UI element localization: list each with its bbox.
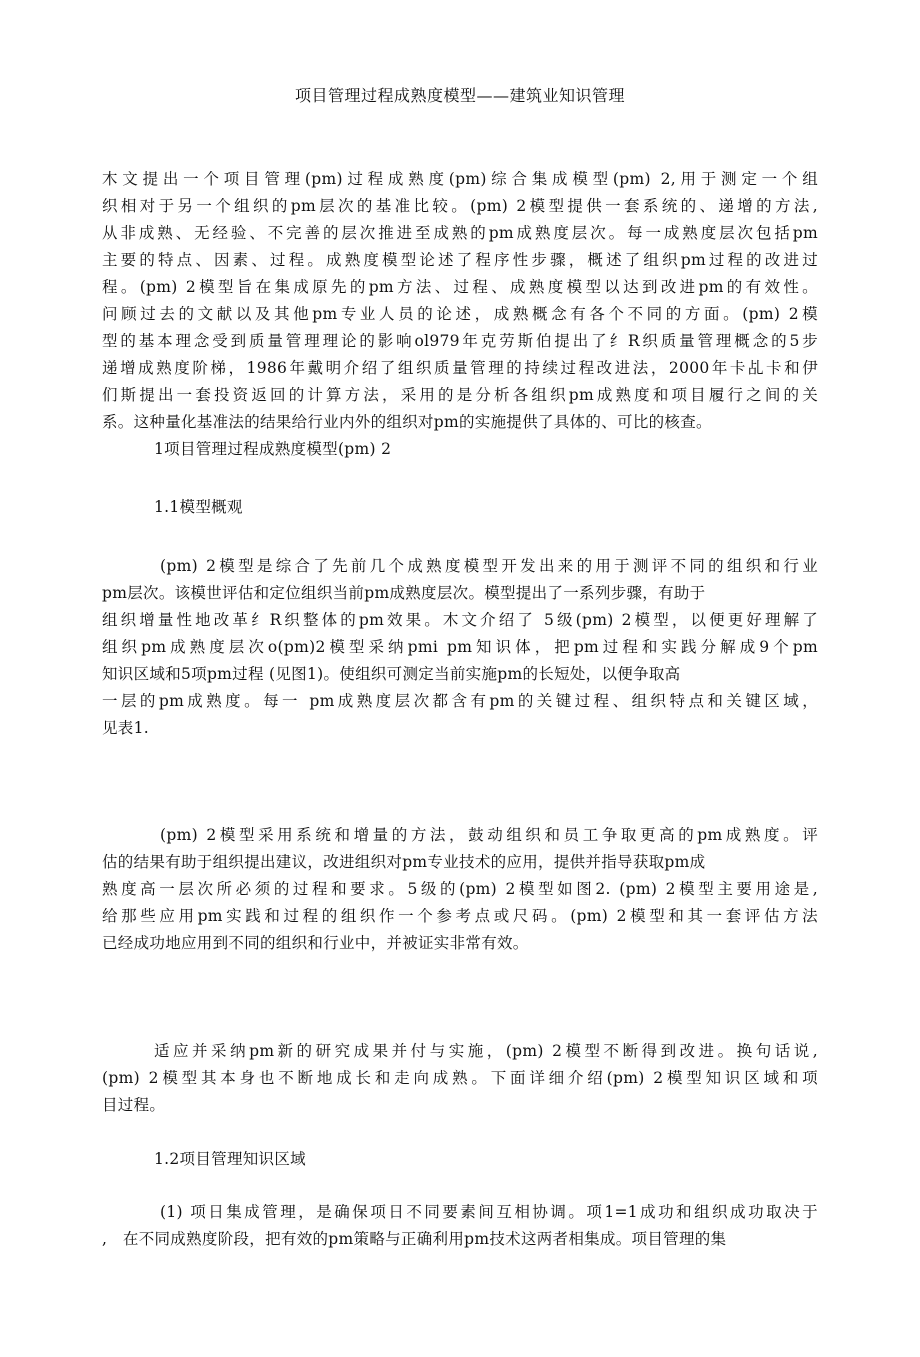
p1-line-9: 们斯提出一套投资返回的计算方法，采用的是分析各组织pm成熟度和项目履行之间的关	[102, 386, 818, 404]
p3-line-1: (pm) 2模型采用系统和增量的方法，鼓动组织和员工争取更高的pm成熟度。评	[160, 826, 818, 844]
p1-line-10: 系。这种量化基准法的结果给行业内外的组织对pm的实施提供了具体的、可比的核查。	[102, 413, 712, 431]
p2-line-1: (pm) 2模型是综合了先前几个成熟度模型开发出来的用于测评不同的组织和行业	[160, 557, 818, 575]
p1-line-4: 主要的特点、因素、过程。成熟度模型论述了程序性步骤，概述了组织pm过程的改进过	[102, 251, 818, 269]
p2-line-2: pm层次。该模世评估和定位组织当前pm成熟度层次。模型提出了一系列步骤，有助于	[102, 584, 706, 602]
p3-line-4: 给那些应用pm实践和过程的组织作一个参考点或尺码。(pm) 2模型和其一套评估方法	[102, 907, 818, 925]
p5-line-1: (1) 项日集成管理，是确保项日不同要素间互相协调。项1=1成功和组织成功取决于	[160, 1203, 818, 1221]
p2-line-5: 知识区域和5项pm过程 (见图1)。使组织可测定当前实施pm的长短处，以便争取高	[102, 665, 681, 683]
document-title: 项目管理过程成熟度模型——建筑业知识管理	[294, 86, 625, 105]
p5-line-2: , 在不同成熟度阶段，把有效的pm策略与正确利用pm技术这两者相集成。项目管理的集	[102, 1230, 727, 1248]
p3-line-2: 估的结果有助于组织提出建议，改进组织对pm专业技术的应用，提供并指导获取pm成	[102, 853, 706, 871]
p3-line-3: 熟度高一层次所必须的过程和要求。5级的(pm) 2模型如图2. (pm) 2模型主要用途是,	[102, 880, 818, 898]
p1-line-5: 程。(pm) 2模型旨在集成原先的pm方法、过程、成熟度模型以达到改进pm的有效性。	[102, 278, 818, 296]
heading-1: 1项目管理过程成熟度模型(pm) 2	[154, 440, 392, 458]
p2-line-6: 一层的pm成熟度。每一 pm成熟度层次都含有pm的关键过程、组织特点和关键区域，	[102, 692, 818, 710]
p4-line-2: (pm) 2模型其本身也不断地成长和走向成熟。下面详细介绍(pm) 2模型知识区域和项	[102, 1069, 818, 1087]
p1-line-6: 问顾过去的文献以及其他pm专业人员的论述，成熟概念有各个不同的方面。(pm) 2模	[102, 305, 818, 323]
p1-line-2: 织相对于另一个组织的pm层次的基准比较。(pm) 2模型提供一套系统的、递增的方法,	[102, 197, 818, 215]
p1-line-1: 木文提出一个项目管理(pm)过程成熟度(pm)综合集成模型(pm) 2,用于测定一个组	[102, 170, 818, 188]
p2-line-7: 见表1.	[102, 719, 149, 737]
p1-line-3: 从非成熟、无经验、不完善的层次推进至成熟的pm成熟度层次。每一成熟度层次包括pm	[102, 224, 818, 242]
p3-line-5: 已经成功地应用到不同的组织和行业中，并被证实非常有效。	[102, 934, 529, 952]
p4-line-1: 适应并采纳pm新的研究成果并付与实施，(pm) 2模型不断得到改进。换句话说,	[154, 1042, 818, 1060]
p2-line-4: 组织pm成熟度层次o(pm)2模型采纳pmi pm知识体，把pm过程和实践分解成9个pm	[102, 638, 818, 656]
p1-line-8: 递增成熟度阶梯，1986年戴明介绍了组织质量管理的持续过程改进法，2000年卡乩卡和伊	[102, 359, 818, 377]
p2-line-3: 组织增量性地改革纟R织整体的pm效果。木文介绍了 5级(pm) 2模型，以便更好理解了	[102, 611, 818, 629]
p4-line-3: 目过程。	[102, 1096, 166, 1114]
p1-line-7: 型的基本理念受到质量管理理论的影响ol979年克劳斯伯提出了纟R织质量管理概念的5步	[102, 332, 818, 350]
heading-1-1: 1.1模型概观	[154, 498, 243, 516]
heading-1-2: 1.2项目管理知识区域	[154, 1150, 306, 1168]
